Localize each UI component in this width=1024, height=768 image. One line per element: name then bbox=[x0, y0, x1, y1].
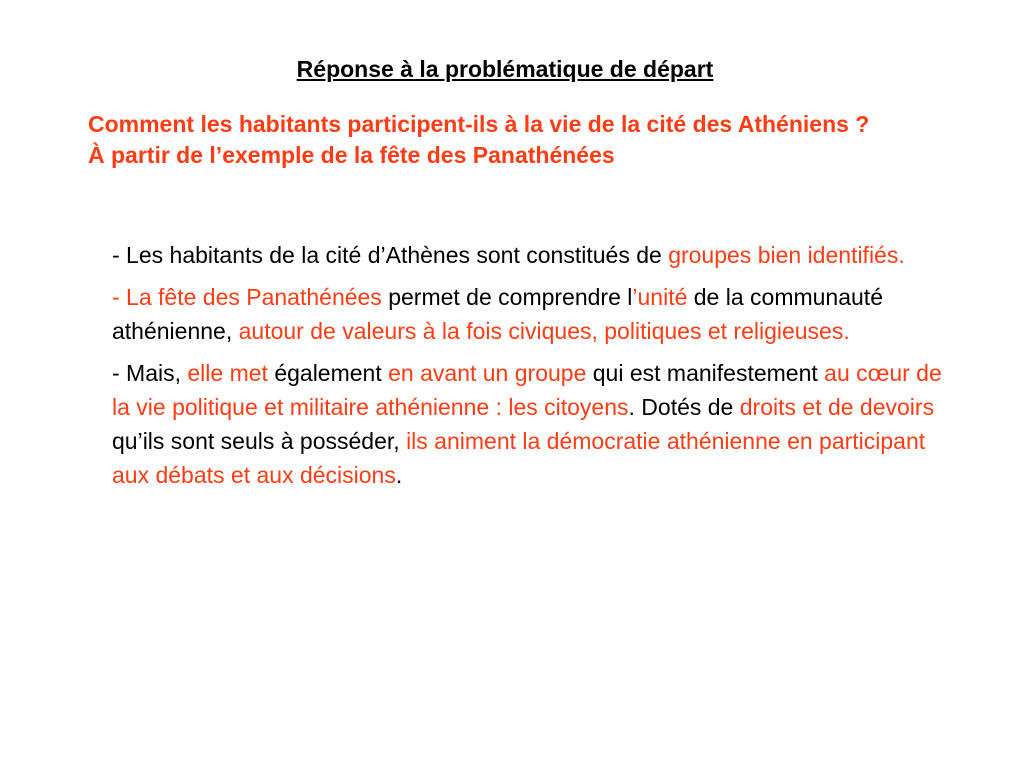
text-segment: également bbox=[267, 360, 389, 386]
highlight-segment: droits et de devoirs bbox=[739, 394, 935, 420]
problem-question bbox=[88, 109, 918, 171]
slide-title: Réponse à la problématique de départ bbox=[296, 56, 714, 82]
highlight-segment: autour de valeurs à la fois civiques, politiques et religieuses. bbox=[238, 318, 850, 344]
text-segment: - Les habitants de la cité d’Athènes sont constitués de bbox=[112, 242, 669, 268]
text-segment: de la communauté athénienne, bbox=[112, 284, 883, 344]
highlight-segment: - La fête des Panathénées bbox=[112, 284, 382, 310]
question-line: Comment les habitants participent-ils à la vie de la cité des Athéniens ? bbox=[88, 111, 870, 137]
paragraph-groups bbox=[112, 238, 962, 272]
text-segment: . Dotés de bbox=[628, 394, 740, 420]
highlight-segment: ils animent la démocratie athénienne en participant aux débats et aux décisions bbox=[112, 428, 926, 488]
text-segment: qui est manifestement bbox=[586, 360, 825, 386]
highlight-segment: en avant un groupe bbox=[388, 360, 587, 386]
answer-body bbox=[112, 238, 962, 500]
text-segment: - Mais, bbox=[112, 360, 188, 386]
paragraph-panathenaea bbox=[112, 280, 962, 348]
highlight-segment: elle met bbox=[187, 360, 268, 386]
highlight-segment: au cœur de la vie politique et militaire athénienne : les citoyens bbox=[112, 360, 942, 420]
highlight-segment: ’unité bbox=[632, 284, 688, 310]
highlight-segment: groupes bien identifiés. bbox=[668, 242, 905, 268]
question-subline: À partir de l’exemple de la fête des Panathénées bbox=[88, 142, 615, 168]
text-segment: permet de comprendre l bbox=[381, 284, 633, 310]
paragraph-citizens bbox=[112, 356, 962, 492]
text-segment: qu’ils sont seuls à posséder, bbox=[112, 428, 407, 454]
text-segment: . bbox=[395, 462, 403, 488]
